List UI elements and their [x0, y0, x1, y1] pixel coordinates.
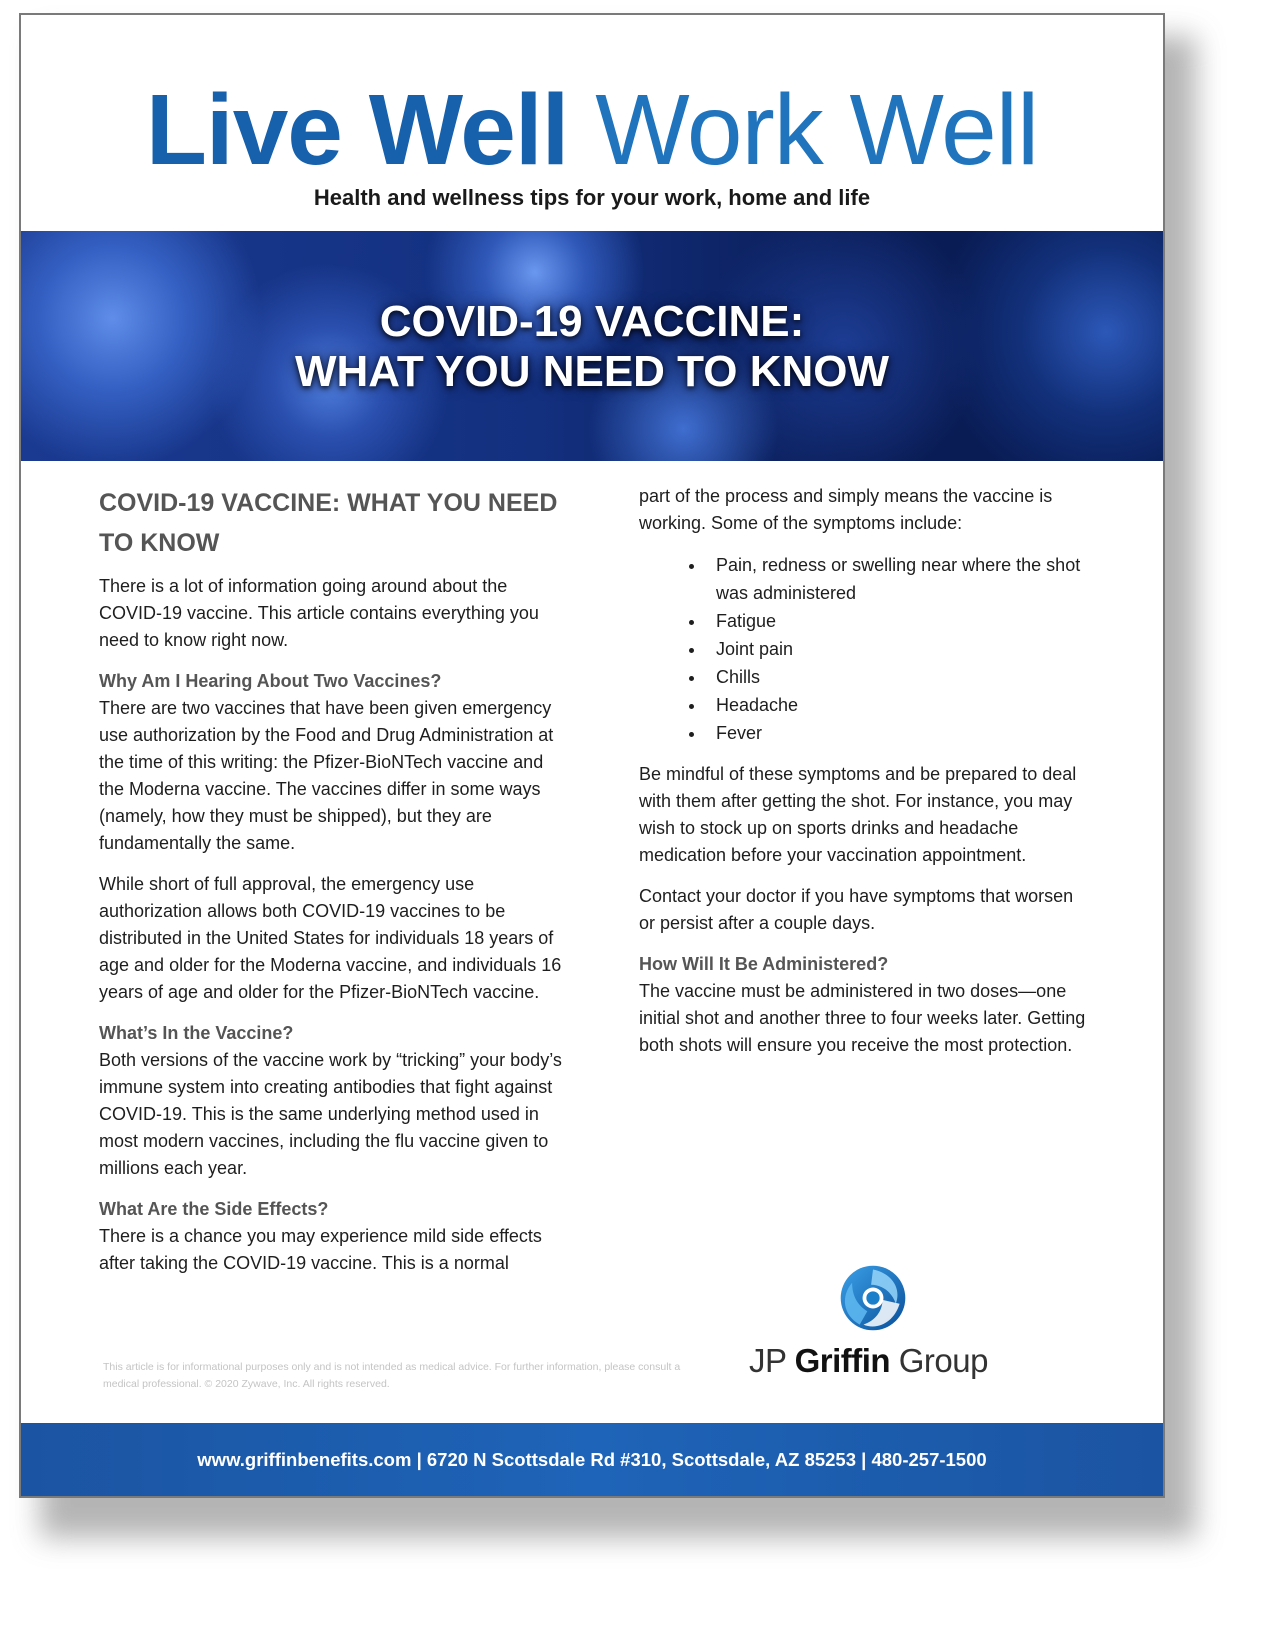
intro-paragraph: There is a lot of information going around about the COVID-19 vaccine. This article contains everything you need to know right now.: [99, 576, 539, 650]
right-column: [639, 483, 1089, 1073]
masthead-work-well: Work Well: [595, 74, 1039, 186]
list-item: • Joint pain: [706, 635, 1089, 663]
section-heading-two-vaccines: Why Am I Hearing About Two Vaccines?: [99, 671, 442, 691]
administered-paragraph: The vaccine must be administered in two doses—one initial shot and another three to four weeks later. Getting both shots will ensure you receive the most protection.: [639, 981, 1086, 1055]
masthead-title: [21, 75, 1163, 185]
disclaimer: This article is for informational purposes only and is not intended as medical advice. For further information, please consult a medical professional. © 2020 Zywave, Inc. All rights reserved.: [103, 1361, 681, 1390]
contact-doctor-paragraph: Contact your doctor if you have symptoms that worsen or persist after a couple days.: [639, 886, 1074, 933]
masthead-live-well: Live Well: [145, 74, 569, 186]
side-effects-paragraph-continued: part of the process and simply means the vaccine is working. Some of the symptoms include:: [639, 486, 1053, 533]
list-item: • Pain, redness or swelling near where the shot was administered: [706, 551, 1089, 607]
list-item: • Fever: [706, 719, 1089, 747]
logo-group: Group: [890, 1342, 988, 1379]
banner-title: [21, 297, 1163, 397]
list-item: • Headache: [706, 691, 1089, 719]
article-title: COVID-19 VACCINE: WHAT YOU NEED TO KNOW: [99, 489, 558, 557]
list-item: • Chills: [706, 663, 1089, 691]
swirl-logo-icon: [835, 1260, 911, 1336]
logo-wordmark: [749, 1342, 1009, 1380]
two-vaccines-paragraph: There are two vaccines that have been given emergency use authorization by the Food and Drug Administration at the time of this writing: the Pfizer-BioNTech vaccine and the Moderna vaccine. The vaccines differ in some ways (namely, how they must be shipped), but they are fundamentally the same.: [99, 698, 554, 853]
left-column: [99, 483, 569, 1291]
banner-title-line1: COVID-19 VACCINE:: [379, 297, 805, 346]
section-heading-whats-in-vaccine: What’s In the Vaccine?: [99, 1023, 294, 1043]
be-mindful-paragraph: Be mindful of these symptoms and be prepared to deal with them after getting the shot. For instance, you may wish to stock up on sports drinks and headache medication before your vaccination appointment.: [639, 764, 1077, 865]
logo-jp: JP: [749, 1342, 795, 1379]
symptom-list: [639, 551, 1089, 747]
jp-griffin-logo: [749, 1260, 999, 1390]
authorization-paragraph: While short of full approval, the emergency use authorization allows both COVID-19 vaccines to be distributed in the United States for individuals 18 years of age and older for the Moderna vaccine, and individuals 16 years of age and older for the Pfizer-BioNTech vaccine.: [99, 874, 562, 1002]
side-effects-paragraph-start: There is a chance you may experience mild side effects after taking the COVID-19 vaccine. This is a normal: [99, 1226, 542, 1273]
section-heading-administered: How Will It Be Administered?: [639, 954, 889, 974]
tagline: Health and wellness tips for your work, home and life: [313, 185, 871, 210]
whats-in-vaccine-paragraph: Both versions of the vaccine work by “tricking” your body’s immune system into creating antibodies that fight against COVID-19. This is the same underlying method used in most modern vaccines, including the flu vaccine given to millions each year.: [99, 1050, 562, 1178]
logo-griffin: Griffin: [794, 1342, 891, 1379]
virus-banner-image: [21, 231, 1163, 461]
section-heading-side-effects: What Are the Side Effects?: [99, 1199, 329, 1219]
list-item: • Fatigue: [706, 607, 1089, 635]
newsletter-page: [19, 13, 1165, 1498]
banner-title-line2: WHAT YOU NEED TO KNOW: [295, 347, 889, 396]
footer-contact-bar: www.griffinbenefits.com | 6720 N Scottsdale Rd #310, Scottsdale, AZ 85253 | 480-257-1500: [21, 1423, 1163, 1496]
